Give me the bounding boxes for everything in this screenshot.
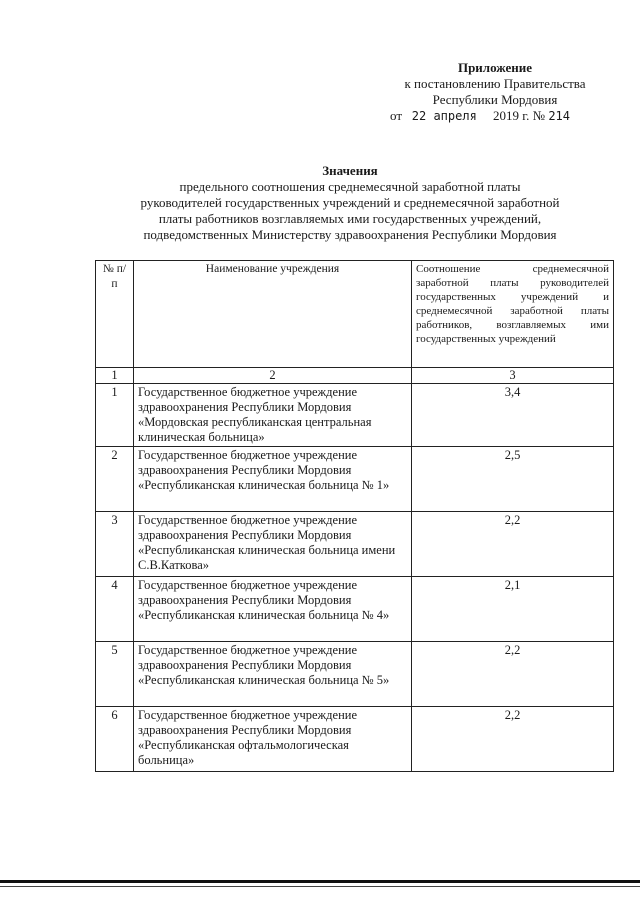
table-row <box>96 384 614 447</box>
header-number: № п/п <box>96 261 134 368</box>
annex-date-prefix: от <box>390 108 403 123</box>
scan-edge-bar <box>0 880 640 883</box>
annex-date-day-month: 22 апреля <box>411 109 477 123</box>
table-row <box>96 642 614 707</box>
heading-line-1: предельного соотношения среднемесячной заработной платы <box>179 179 521 194</box>
table-row <box>96 707 614 772</box>
header-name: Наименование учреждения <box>134 261 412 368</box>
table-row <box>96 512 614 577</box>
heading-line-3: платы работников возглавляемых ими государственных учреждений, <box>158 211 542 226</box>
table-column-numbers-row <box>96 368 614 384</box>
row-institution-name: Государственное бюджетное учреждение здравоохранения Республики Мордовия «Мордовская республиканская центральная клиническая больница» <box>134 384 412 447</box>
row-number: 6 <box>96 707 134 772</box>
heading-title: Значения <box>322 163 378 178</box>
row-number: 5 <box>96 642 134 707</box>
row-number: 3 <box>96 512 134 577</box>
row-ratio-value: 2,2 <box>412 642 614 707</box>
row-ratio-value: 2,5 <box>412 447 614 512</box>
row-ratio-value: 2,2 <box>412 512 614 577</box>
annex-line-1: к постановлению Правительства <box>404 76 586 91</box>
table-row <box>96 577 614 642</box>
row-ratio-value: 3,4 <box>412 384 614 447</box>
row-number: 4 <box>96 577 134 642</box>
annex-block <box>380 60 610 124</box>
table-header-row <box>96 261 614 368</box>
column-number-3: 3 <box>412 368 614 384</box>
document-heading <box>90 163 610 243</box>
row-institution-name: Государственное бюджетное учреждение здравоохранения Республики Мордовия «Республиканская клиническая больница № 4» <box>134 577 412 642</box>
annex-number: 214 <box>548 109 571 123</box>
row-ratio-value: 2,1 <box>412 577 614 642</box>
values-table <box>95 260 614 772</box>
row-institution-name: Государственное бюджетное учреждение здравоохранения Республики Мордовия «Республиканская клиническая больница имени С.В.Каткова» <box>134 512 412 577</box>
row-institution-name: Государственное бюджетное учреждение здравоохранения Республики Мордовия «Республиканская клиническая больница № 1» <box>134 447 412 512</box>
scan-edge-line <box>0 886 640 887</box>
column-number-1: 1 <box>96 368 134 384</box>
row-number: 1 <box>96 384 134 447</box>
row-institution-name: Государственное бюджетное учреждение здравоохранения Республики Мордовия «Республиканская офтальмологическая больница» <box>134 707 412 772</box>
row-ratio-value: 2,2 <box>412 707 614 772</box>
annex-date-year: 2019 г. № <box>493 108 546 123</box>
heading-line-2: руководителей государственных учреждений и среднемесячной заработной <box>140 195 560 210</box>
row-number: 2 <box>96 447 134 512</box>
row-institution-name: Государственное бюджетное учреждение здравоохранения Республики Мордовия «Республиканская клиническая больница № 5» <box>134 642 412 707</box>
table-row <box>96 447 614 512</box>
column-number-2: 2 <box>134 368 412 384</box>
annex-title: Приложение <box>457 60 533 75</box>
heading-line-4: подведомственных Министерству здравоохранения Республики Мордовия <box>143 227 557 242</box>
header-ratio: Соотношение среднемесячной заработной платы руководителей государственных учреждений и среднемесячной заработной платы работников, возглавляемых ими государственных учреждений <box>412 261 614 368</box>
annex-date-row <box>380 108 610 124</box>
annex-line-2: Республики Мордовия <box>432 92 558 107</box>
